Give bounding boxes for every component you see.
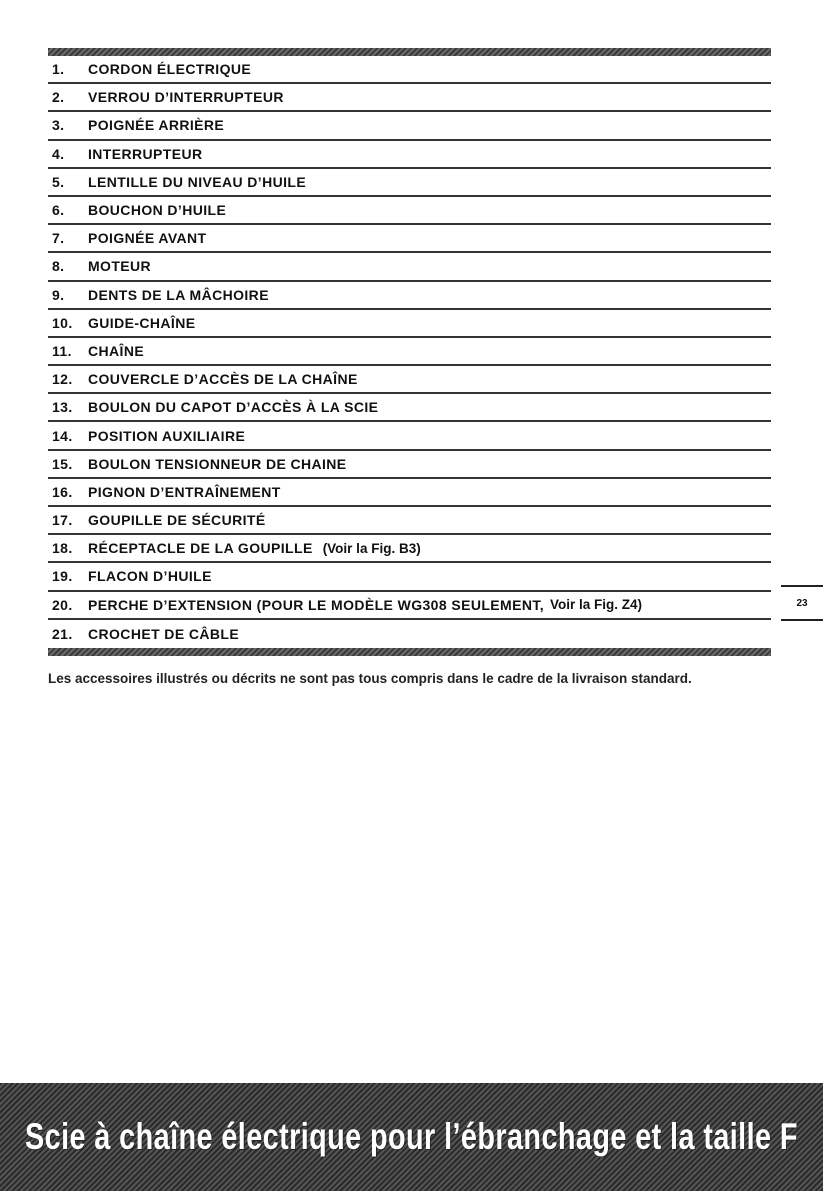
list-item <box>48 112 771 140</box>
list-item <box>48 592 771 620</box>
list-item <box>48 282 771 310</box>
item-number: 11. <box>52 342 72 359</box>
list-item <box>48 422 771 450</box>
item-label: DENTS DE LA MÂCHOIRE <box>88 286 269 303</box>
item-number: 12. <box>52 371 73 388</box>
item-number: 18. <box>52 540 73 557</box>
list-item <box>48 338 771 366</box>
page-number: 23 <box>796 597 808 609</box>
item-number: 7. <box>52 230 65 247</box>
item-number: 6. <box>52 202 65 219</box>
list-item <box>48 451 771 479</box>
item-number: 16. <box>52 483 73 500</box>
item-number: 10. <box>52 314 73 331</box>
item-number: 21. <box>52 625 73 642</box>
item-number: 4. <box>52 145 65 162</box>
list-item <box>48 394 771 422</box>
page-number-tab <box>781 585 823 621</box>
item-label: COUVERCLE D’ACCÈS DE LA CHAÎNE <box>88 371 358 388</box>
item-label: VERROU D’INTERRUPTEUR <box>88 89 284 106</box>
list-item <box>48 563 771 591</box>
list-item <box>48 253 771 281</box>
item-number: 13. <box>52 399 73 416</box>
item-label: BOULON DU CAPOT D’ACCÈS À LA SCIE <box>88 399 379 416</box>
item-label: FLACON D’HUILE <box>88 568 212 585</box>
list-item <box>48 620 771 648</box>
bottom-divider-bar <box>48 648 771 656</box>
item-number: 14. <box>52 427 73 444</box>
list-item <box>48 366 771 394</box>
item-note: (Voir la Fig. B3) <box>322 540 421 556</box>
parts-list <box>48 56 771 648</box>
item-label: GUIDE-CHAÎNE <box>88 314 196 331</box>
item-number: 19. <box>52 568 73 585</box>
item-label: CORDON ÉLECTRIQUE <box>88 61 252 78</box>
list-item <box>48 535 771 563</box>
item-label: POIGNÉE AVANT <box>88 230 207 247</box>
item-number: 8. <box>52 258 65 275</box>
list-item <box>48 310 771 338</box>
item-label: BOULON TENSIONNEUR DE CHAINE <box>88 455 347 472</box>
item-label: POIGNÉE ARRIÈRE <box>88 117 225 134</box>
item-number: 20. <box>52 596 73 613</box>
item-label: INTERRUPTEUR <box>88 145 203 162</box>
item-note: Voir la Fig. Z4) <box>550 597 643 613</box>
item-label: GOUPILLE DE SÉCURITÉ <box>88 512 266 529</box>
item-number: 3. <box>52 117 65 134</box>
item-label: RÉCEPTACLE DE LA GOUPILLE <box>88 540 313 557</box>
accessories-disclaimer: Les accessoires illustrés ou décrits ne sont pas tous compris dans le cadre de la livraison standard. <box>48 671 692 686</box>
list-item <box>48 479 771 507</box>
list-item <box>48 225 771 253</box>
item-label: MOTEUR <box>88 258 152 275</box>
item-label: POSITION AUXILIAIRE <box>88 427 246 444</box>
footer-banner <box>0 1083 823 1191</box>
item-number: 5. <box>52 173 65 190</box>
item-label: PERCHE D’EXTENSION (POUR LE MODÈLE WG308 SEULEMENT, <box>88 596 545 613</box>
item-label: LENTILLE DU NIVEAU D’HUILE <box>88 173 307 190</box>
item-number: 1. <box>52 61 65 78</box>
list-item <box>48 84 771 112</box>
item-number: 17. <box>52 512 73 529</box>
list-item <box>48 56 771 84</box>
list-item <box>48 507 771 535</box>
item-label: CROCHET DE CÂBLE <box>88 625 240 642</box>
list-item <box>48 197 771 225</box>
item-label: PIGNON D’ENTRAÎNEMENT <box>88 483 281 500</box>
item-number: 15. <box>52 455 73 472</box>
item-number: 2. <box>52 89 65 106</box>
list-item <box>48 169 771 197</box>
item-number: 9. <box>52 286 65 303</box>
footer-title: Scie à chaîne électrique pour l’ébranchage et la taille F <box>25 1116 798 1157</box>
list-item <box>48 141 771 169</box>
item-label: BOUCHON D’HUILE <box>88 202 227 219</box>
item-label: CHAÎNE <box>88 342 145 359</box>
top-divider-bar <box>48 48 771 56</box>
